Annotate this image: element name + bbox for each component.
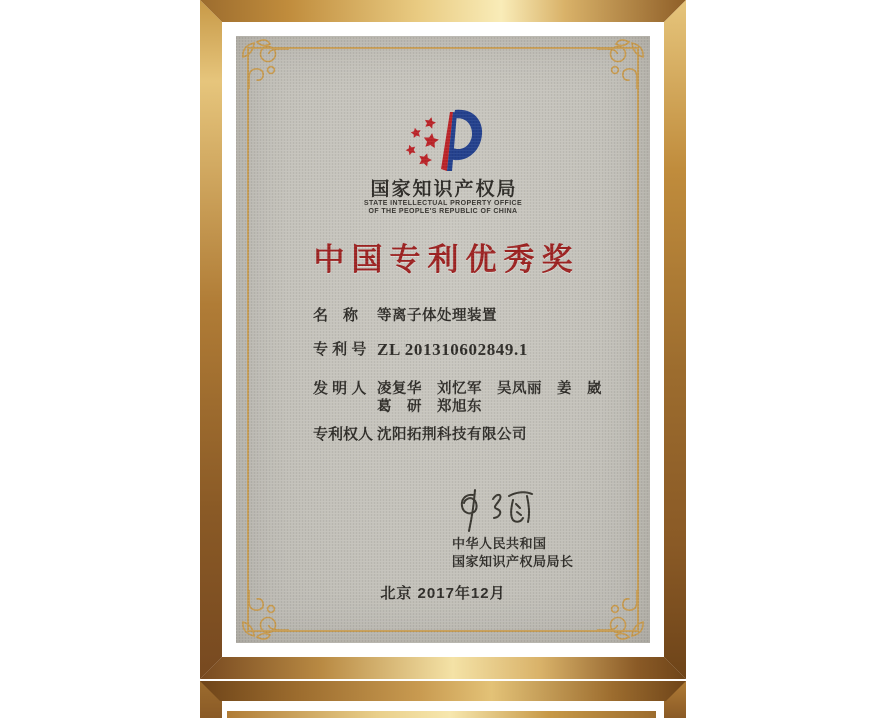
field-value: 等离子体处理装置	[377, 308, 497, 324]
sipo-logo-icon	[403, 108, 483, 176]
inventors-line2: 葛 研 郑旭东	[377, 399, 482, 415]
plaque-face	[236, 36, 650, 643]
second-plaque-edge	[200, 681, 686, 718]
frame-top-band	[200, 0, 686, 22]
field-label: 名 称	[313, 307, 359, 324]
field-row-patentee	[313, 426, 636, 444]
field-row-name	[313, 307, 636, 325]
patentee: 沈阳拓荆科技有限公司	[377, 427, 527, 443]
issuer-name-en	[236, 200, 650, 216]
patent-number: ZL 201310602849.1	[377, 340, 528, 359]
field-label: 专利权人	[313, 426, 374, 443]
field-label: 专 利 号	[313, 341, 367, 358]
frame-top-band	[200, 681, 686, 701]
frame-right-band	[664, 0, 686, 679]
issuer-name-cn: 国家知识产权局	[370, 179, 518, 200]
signer-title-line2: 国家知识产权局局长	[452, 553, 574, 569]
gold-fillet-strip	[227, 711, 656, 718]
issuer-name-en-line1: STATE INTELLECTUAL PROPERTY OFFICE	[363, 200, 523, 207]
patent-award-plaque	[200, 0, 686, 679]
inventors-line1: 凌复华 刘忆军 吴凤丽 姜 崴	[377, 381, 602, 397]
issuer-name-en-line2: OF THE PEOPLE'S REPUBLIC OF CHINA	[368, 208, 518, 215]
corner-flourish-icon	[597, 37, 649, 89]
frame-bottom-band	[200, 657, 686, 679]
field-row-inventors	[313, 380, 636, 416]
signer-titles	[452, 535, 574, 570]
award-title: 中国专利优秀奖	[313, 242, 580, 277]
signature-handwriting	[453, 487, 541, 533]
logo-stars	[404, 116, 439, 168]
field-label: 发 明 人	[313, 380, 367, 397]
frame-white-mat	[222, 22, 664, 657]
signer-title-line1: 中华人民共和国	[452, 536, 547, 551]
frame-left-band	[200, 0, 222, 679]
field-row-patent-number	[313, 341, 636, 359]
corner-flourish-icon	[237, 37, 289, 89]
inventors	[377, 380, 602, 416]
place-date: 北京 2017年12月	[380, 585, 506, 602]
